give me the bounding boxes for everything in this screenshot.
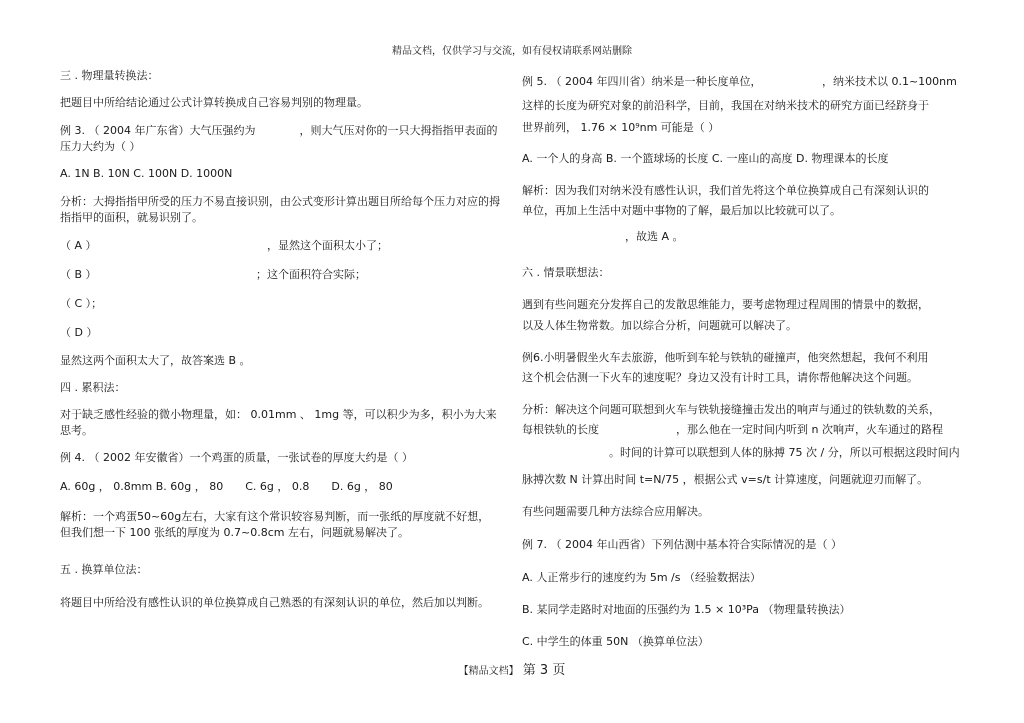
section-heading: 五 . 换算单位法：: [60, 563, 148, 576]
analysis-cont: 每根铁轨的长度 ，那么他在一定时间内听到 n 次响声，火车通过的路程: [522, 423, 943, 436]
paragraph: 对于缺乏感性经验的微小物理量，如： 0.01mm 、 1mg 等，可以积少为多，积小为大来思考。: [60, 408, 497, 437]
paragraph-cont: 以及人体生物常数。加以综合分析，问题就可以解决了。: [522, 319, 797, 332]
analysis-cont: 。时间的计算可以联想到人体的脉搏 75 次 / 分，所以可根据这段时间内: [609, 446, 960, 459]
example-7: 例 7. （ 2004 年山西省）下列估测中基本符合实际情况的是（ ）: [522, 538, 842, 551]
paragraph: 遇到有些问题充分发挥自己的发散思维能力，要考虑物理过程周围的情景中的数据，: [522, 298, 929, 311]
analysis: 分析：大拇指指甲所受的压力不易直接识别，由公式变形计算出题目所给每个压力对应的拇指指甲的面积，就易识别了。: [60, 195, 500, 224]
analysis: 解析：因为我们对纳米没有感性认识，我们首先将这个单位换算成自己有深刻认识的: [522, 184, 929, 197]
option-c-line: （ C ）；: [60, 297, 103, 310]
paragraph: 把题目中所给结论通过公式计算转换成自己容易判别的物理量。: [60, 96, 368, 109]
answer: ，故选 A 。: [625, 230, 684, 243]
analysis: 分析：解决这个问题可联想到火车与铁轨接缝撞击发出的响声与通过的铁轨数的关系，: [522, 403, 940, 416]
conclusion: 显然这两个面积太大了，故答案选 B 。: [60, 354, 251, 367]
section-heading: 三 . 物理量转换法：: [60, 69, 159, 82]
page-footer: [0, 659, 1024, 678]
example-3: 例 3. （ 2004 年广东省）大气压强约为 ，则大气压对你的一只大拇指指甲表面的压力大约为（ ）: [60, 124, 498, 153]
footer-tag: 【精品文档】: [458, 666, 519, 677]
example-5: 例 5. （ 2004 年四川省）纳米是一种长度单位， ，纳米技术以 0.1~100nm: [522, 75, 957, 88]
paragraph: 有些问题需要几种方法综合应用解决。: [522, 505, 709, 518]
option-b: B. 某同学走路时对地面的压强约为 1.5 × 10³Pa （物理量转换法）: [522, 603, 851, 616]
page-header: 精品文档，仅供学习与交流，如有侵权请联系网站删除: [392, 46, 632, 57]
example-6: 例6.小明暑假坐火车去旅游，他听到车轮与铁轨的碰撞声，他突然想起，我何不利用: [522, 351, 929, 364]
analysis-cont: 单位，再加上生活中对题中事物的了解，最后加以比较就可以了。: [522, 204, 841, 217]
analysis: 解析：一个鸡蛋50~60g左右，大家有这个常识较容易判断，而一张纸的厚度就不好想，但我们想一下 100 张纸的厚度为 0.7~0.8cm 左右，问题就易解决了。: [60, 510, 490, 539]
option-b-line: （ B ） ；这个面积符合实际；: [60, 268, 367, 281]
example-5-cont: 这样的长度为研究对象的前沿科学，目前，我国在对纳米技术的研究方面已经跻身于: [522, 99, 929, 112]
option-a-line: （ A ） ，显然这个面积太小了；: [60, 239, 389, 252]
options: A. 1N B. 10N C. 100N D. 1000N: [60, 167, 233, 180]
option-a: A. 人正常步行的速度约为 5m /s （经验数据法）: [522, 571, 761, 584]
paragraph: 将题目中所给没有感性认识的单位换算成自己熟悉的有深刻认识的单位，然后加以判断。: [60, 596, 489, 609]
option-c: C. 中学生的体重 50N （换算单位法）: [522, 635, 709, 648]
section-heading: 六 . 情景联想法：: [522, 266, 610, 279]
options: A. 60g ， 0.8mm B. 60g ， 80 C. 6g ， 0.8 D. 6g ， 80: [60, 480, 393, 493]
options: A. 一个人的身高 B. 一个篮球场的长度 C. 一座山的高度 D. 物理课本的长度: [522, 152, 889, 165]
page-number: 第 3 页: [522, 663, 566, 678]
section-heading: 四 . 累积法：: [60, 381, 126, 394]
example-5-cont: 世界前列， 1.76 × 10⁹nm 可能是（ ）: [522, 121, 720, 134]
analysis-cont: 脉搏次数 N 计算出时间 t=N/75 ，根据公式 v=s/t 计算速度，问题就迎刃而解了。: [522, 473, 929, 486]
example-4: 例 4. （ 2002 年安徽省）一个鸡蛋的质量，一张试卷的厚度大约是（ ）: [60, 451, 413, 464]
option-d-line: （ D ）: [60, 326, 98, 339]
example-6-cont: 这个机会估测一下火车的速度呢？身边又没有计时工具，请你帮他解决这个问题。: [522, 371, 918, 384]
